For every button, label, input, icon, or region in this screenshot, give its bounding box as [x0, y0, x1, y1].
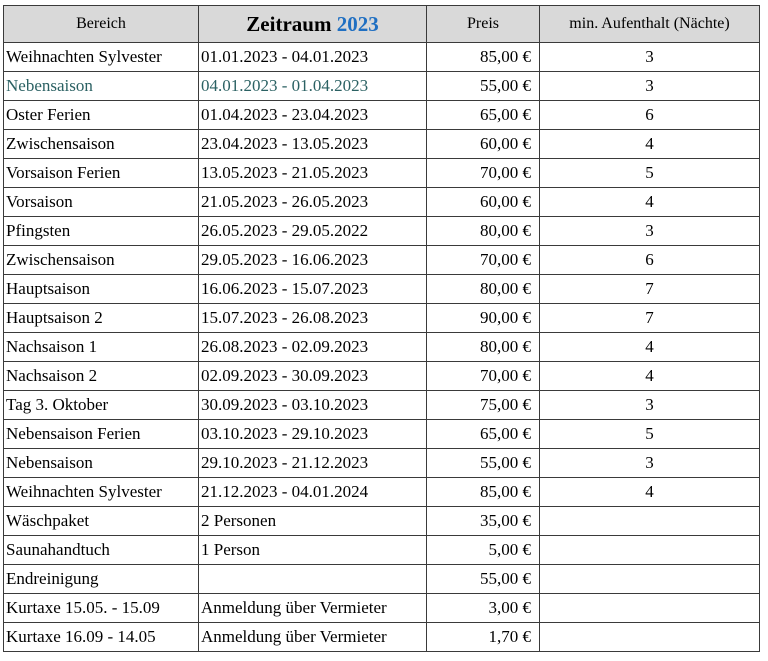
header-preis: Preis: [427, 6, 540, 43]
cell-preis: 85,00 €: [427, 43, 540, 72]
table-row: [4, 188, 760, 217]
table-row: [4, 275, 760, 304]
table-row: [4, 304, 760, 333]
cell-zeitraum: [199, 565, 427, 594]
table-row: [4, 623, 760, 652]
table-row: [4, 72, 760, 101]
cell-bereich: Zwischensaison: [4, 130, 199, 159]
cell-naechte: [540, 623, 760, 652]
table-header: [4, 6, 760, 43]
cell-preis: 70,00 €: [427, 246, 540, 275]
cell-preis: 80,00 €: [427, 217, 540, 246]
cell-bereich: Vorsaison: [4, 188, 199, 217]
cell-zeitraum: Anmeldung über Vermieter: [199, 594, 427, 623]
cell-naechte: 4: [540, 333, 760, 362]
cell-preis: 75,00 €: [427, 391, 540, 420]
cell-preis: 90,00 €: [427, 304, 540, 333]
cell-naechte: 4: [540, 130, 760, 159]
cell-zeitraum: 29.10.2023 - 21.12.2023: [199, 449, 427, 478]
cell-zeitraum: 1 Person: [199, 536, 427, 565]
cell-zeitraum: 15.07.2023 - 26.08.2023: [199, 304, 427, 333]
cell-bereich: Nachsaison 1: [4, 333, 199, 362]
table-row: [4, 217, 760, 246]
cell-zeitraum: 26.05.2023 - 29.05.2022: [199, 217, 427, 246]
cell-zeitraum: 21.12.2023 - 04.01.2024: [199, 478, 427, 507]
cell-bereich: Kurtaxe 16.09 - 14.05: [4, 623, 199, 652]
cell-bereich: Saunahandtuch: [4, 536, 199, 565]
cell-naechte: [540, 536, 760, 565]
table-body: [4, 43, 760, 652]
table-row: [4, 159, 760, 188]
cell-bereich: Endreinigung: [4, 565, 199, 594]
cell-bereich: Nebensaison Ferien: [4, 420, 199, 449]
cell-naechte: [540, 594, 760, 623]
cell-zeitraum: 03.10.2023 - 29.10.2023: [199, 420, 427, 449]
table-row: [4, 420, 760, 449]
table-row: [4, 507, 760, 536]
cell-naechte: 5: [540, 420, 760, 449]
cell-naechte: 6: [540, 246, 760, 275]
header-year: 2023: [336, 11, 379, 36]
cell-preis: 55,00 €: [427, 72, 540, 101]
table-row: [4, 594, 760, 623]
cell-zeitraum: 04.01.2023 - 01.04.2023: [199, 72, 427, 101]
cell-preis: 35,00 €: [427, 507, 540, 536]
table-row: [4, 391, 760, 420]
cell-preis: 85,00 €: [427, 478, 540, 507]
cell-bereich: Nebensaison: [4, 449, 199, 478]
cell-zeitraum: 16.06.2023 - 15.07.2023: [199, 275, 427, 304]
cell-preis: 55,00 €: [427, 565, 540, 594]
table-row: [4, 101, 760, 130]
cell-naechte: 4: [540, 188, 760, 217]
header-row: [4, 6, 760, 43]
price-table: [3, 5, 760, 652]
cell-preis: 1,70 €: [427, 623, 540, 652]
table-row: [4, 478, 760, 507]
cell-zeitraum: 2 Personen: [199, 507, 427, 536]
header-min-aufenthalt: min. Aufenthalt (Nächte): [540, 6, 760, 43]
cell-naechte: 4: [540, 478, 760, 507]
cell-bereich: Zwischensaison: [4, 246, 199, 275]
cell-zeitraum: 13.05.2023 - 21.05.2023: [199, 159, 427, 188]
cell-bereich: Weihnachten Sylvester: [4, 478, 199, 507]
cell-bereich: Wäschpaket: [4, 507, 199, 536]
cell-preis: 3,00 €: [427, 594, 540, 623]
table-row: [4, 333, 760, 362]
cell-naechte: 7: [540, 275, 760, 304]
cell-preis: 5,00 €: [427, 536, 540, 565]
cell-zeitraum: 23.04.2023 - 13.05.2023: [199, 130, 427, 159]
cell-zeitraum: 26.08.2023 - 02.09.2023: [199, 333, 427, 362]
cell-zeitraum: 21.05.2023 - 26.05.2023: [199, 188, 427, 217]
cell-naechte: [540, 565, 760, 594]
cell-preis: 65,00 €: [427, 101, 540, 130]
cell-bereich: Hauptsaison 2: [4, 304, 199, 333]
cell-bereich: Tag 3. Oktober: [4, 391, 199, 420]
cell-naechte: 3: [540, 391, 760, 420]
cell-bereich: Kurtaxe 15.05. - 15.09: [4, 594, 199, 623]
cell-naechte: 4: [540, 362, 760, 391]
cell-bereich: Nachsaison 2: [4, 362, 199, 391]
cell-bereich: Weihnachten Sylvester: [4, 43, 199, 72]
cell-zeitraum: Anmeldung über Vermieter: [199, 623, 427, 652]
table-row: [4, 536, 760, 565]
cell-bereich: Oster Ferien: [4, 101, 199, 130]
table-row: [4, 43, 760, 72]
cell-preis: 80,00 €: [427, 275, 540, 304]
cell-naechte: 7: [540, 304, 760, 333]
cell-preis: 55,00 €: [427, 449, 540, 478]
cell-naechte: 3: [540, 72, 760, 101]
cell-zeitraum: 29.05.2023 - 16.06.2023: [199, 246, 427, 275]
cell-zeitraum: 30.09.2023 - 03.10.2023: [199, 391, 427, 420]
cell-preis: 70,00 €: [427, 362, 540, 391]
header-bereich: Bereich: [4, 6, 199, 43]
cell-naechte: 3: [540, 217, 760, 246]
cell-bereich: Vorsaison Ferien: [4, 159, 199, 188]
cell-naechte: 6: [540, 101, 760, 130]
cell-naechte: 5: [540, 159, 760, 188]
cell-naechte: 3: [540, 43, 760, 72]
cell-bereich: Nebensaison: [4, 72, 199, 101]
cell-preis: 60,00 €: [427, 188, 540, 217]
header-zeitraum-label: Zeitraum: [246, 11, 332, 36]
table-row: [4, 246, 760, 275]
table-row: [4, 362, 760, 391]
cell-preis: 65,00 €: [427, 420, 540, 449]
cell-zeitraum: 02.09.2023 - 30.09.2023: [199, 362, 427, 391]
table-row: [4, 449, 760, 478]
cell-naechte: 3: [540, 449, 760, 478]
table-row: [4, 565, 760, 594]
cell-bereich: Pfingsten: [4, 217, 199, 246]
cell-preis: 60,00 €: [427, 130, 540, 159]
cell-preis: 70,00 €: [427, 159, 540, 188]
cell-preis: 80,00 €: [427, 333, 540, 362]
cell-naechte: [540, 507, 760, 536]
cell-bereich: Hauptsaison: [4, 275, 199, 304]
table-row: [4, 130, 760, 159]
cell-zeitraum: 01.04.2023 - 23.04.2023: [199, 101, 427, 130]
cell-zeitraum: 01.01.2023 - 04.01.2023: [199, 43, 427, 72]
header-zeitraum: [199, 6, 427, 43]
